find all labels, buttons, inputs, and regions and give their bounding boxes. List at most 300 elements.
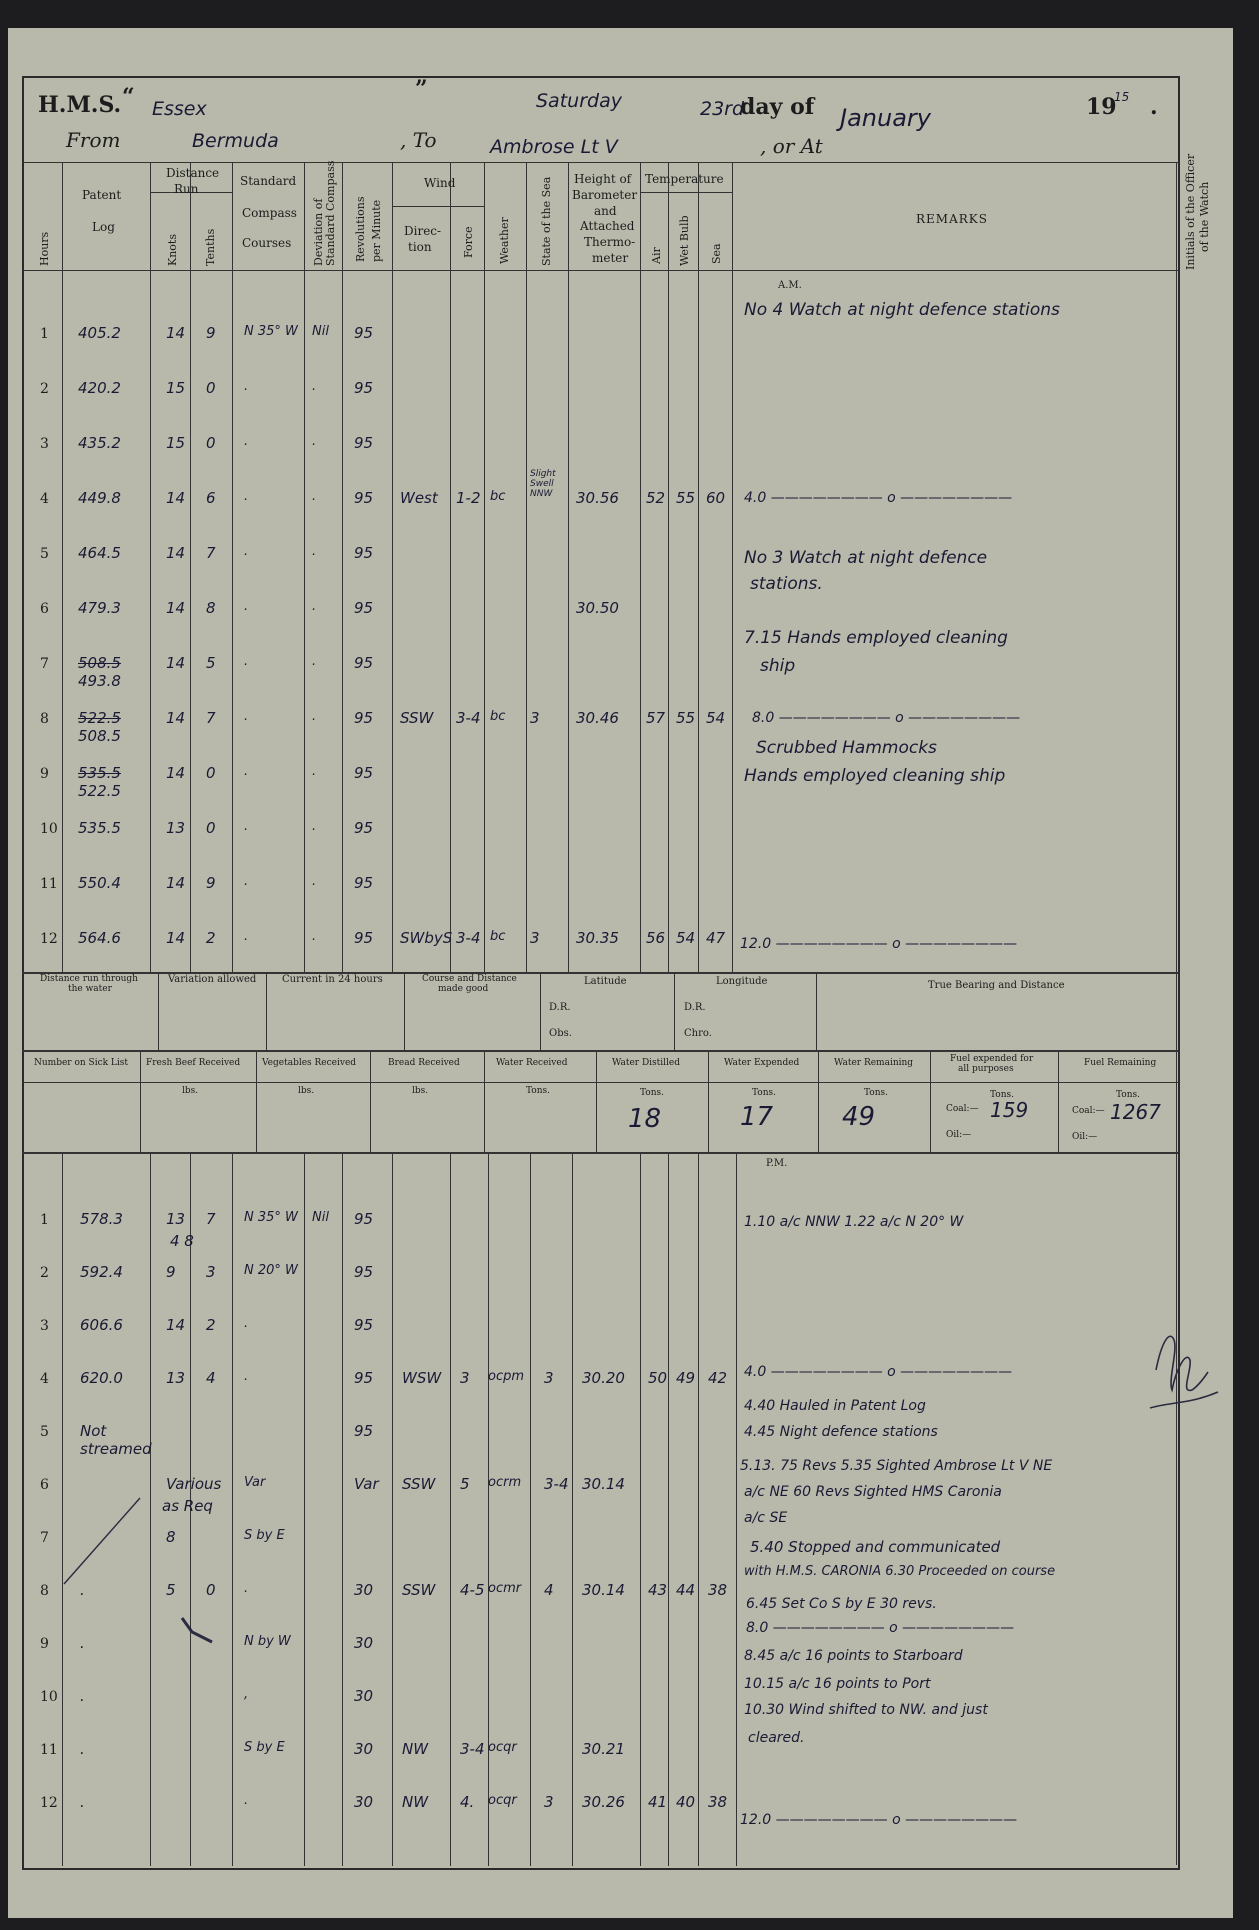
pm-row-2-hour: 2: [40, 1265, 49, 1281]
water-expended-value: 17: [740, 1102, 774, 1132]
am-row-4-log: 449.8: [78, 489, 121, 507]
am-row-5-rev: 95: [354, 544, 374, 562]
month: January: [840, 104, 931, 132]
am-row-9-knots: 14: [166, 764, 186, 782]
am-row-4-wet: 55: [676, 489, 696, 507]
pm-row-4-sea-state: 3: [544, 1369, 554, 1387]
sum-long-dr: D.R.: [684, 1002, 706, 1013]
am-row-11-tenths: 9: [206, 874, 216, 892]
sum-beef-unit: lbs.: [182, 1086, 199, 1096]
am-row-7-tenths: 5: [206, 654, 216, 672]
sum-we-unit: Tons.: [752, 1088, 776, 1098]
am-row-4-tenths: 6: [206, 489, 216, 507]
sum-water-remaining: Water Remaining: [834, 1058, 914, 1068]
am-row-6-knots: 14: [166, 599, 186, 617]
sum-fr-unit: Tons.: [1116, 1090, 1140, 1100]
am-remark-3: No 3 Watch at night defence: [744, 548, 988, 568]
col-force: Force: [462, 226, 475, 258]
not-streamed-stroke: [64, 1498, 140, 1584]
pm-row-6-sea-state: 3-4: [544, 1475, 569, 1493]
am-row-4-dir: West: [400, 489, 438, 507]
sum-true-bearing: True Bearing and Distance: [928, 980, 1065, 991]
pm-row-1-rev: 95: [354, 1210, 374, 1228]
pm-row-12-hour: 12: [40, 1795, 58, 1811]
pm-row-10-hour: 10: [40, 1689, 58, 1705]
sum-sick-list: Number on Sick List: [34, 1058, 129, 1068]
am-row-3-course: .: [244, 434, 249, 449]
pm-row-8-wet: 44: [676, 1581, 696, 1599]
am-remark-5: 7.15 Hands employed cleaning: [744, 628, 1008, 648]
pm-row-4-hour: 4: [40, 1371, 49, 1387]
am-row-8-air: 57: [646, 709, 666, 727]
pm-row-12-log: .: [80, 1793, 85, 1811]
pm-remark-9: with H.M.S. CARONIA 6.30 Proceeded on course: [744, 1564, 1056, 1579]
pm-row-8-rev: 30: [354, 1581, 374, 1599]
sum-vegetables: Vegetables Received: [262, 1058, 357, 1068]
pm-row-12-wet: 40: [676, 1793, 696, 1811]
am-remark-9: Hands employed cleaning ship: [744, 766, 1006, 786]
am-row-1-log: 405.2: [78, 324, 121, 342]
am-row-4-course: .: [244, 489, 249, 504]
pm-row-1-hour: 1: [40, 1212, 49, 1228]
am-row-8-rev: 95: [354, 709, 374, 727]
ink-blot: [182, 1618, 212, 1642]
col-hours: Hours: [38, 231, 51, 266]
am-row-4-rev: 95: [354, 489, 374, 507]
am-row-8-knots: 14: [166, 709, 186, 727]
sum-wd-unit: Tons.: [640, 1088, 664, 1098]
am-row-7-dev: .: [312, 654, 317, 669]
am-row-6-course: .: [244, 599, 249, 614]
pm-row-6-force: 5: [460, 1475, 470, 1493]
sum-current: Current in 24 hours: [282, 974, 383, 985]
am-row-8-log: 522.5: [78, 709, 121, 727]
pm-label: P.M.: [766, 1158, 788, 1169]
pm-row-6-knots-extra: as Req: [162, 1497, 213, 1515]
am-row-8-force: 3-4: [456, 709, 481, 727]
pm-row-4-tenths: 4: [206, 1369, 216, 1387]
am-row-12-baro: 30.35: [576, 929, 619, 947]
pm-row-1-log: 578.3: [80, 1210, 123, 1228]
col-distance: Distance: [166, 166, 220, 180]
am-row-11-rev: 95: [354, 874, 374, 892]
col-remarks: REMARKS: [916, 212, 988, 226]
pm-remark-15: cleared.: [748, 1730, 805, 1746]
pm-row-7-knots: 8: [166, 1528, 176, 1546]
pm-row-4-sea-t: 42: [708, 1369, 728, 1387]
am-row-4-air: 52: [646, 489, 666, 507]
col-per-minute: per Minute: [370, 199, 383, 262]
pm-row-3-hour: 3: [40, 1318, 49, 1334]
pm-row-4-course: .: [244, 1369, 249, 1384]
am-row-9-log: 535.5: [78, 764, 121, 782]
water-distilled-value: 18: [628, 1104, 662, 1134]
am-row-4-dev: .: [312, 489, 317, 504]
am-row-5-knots: 14: [166, 544, 186, 562]
sum-course-distance: Course and Distance: [422, 974, 517, 984]
am-row-12-wet: 54: [676, 929, 696, 947]
am-row-7-log: 508.5: [78, 654, 121, 672]
am-row-10-log: 535.5: [78, 819, 121, 837]
am-row-4-sea-t: 60: [706, 489, 726, 507]
pm-row-10-rev: 30: [354, 1687, 374, 1705]
am-row-8-weather: bc: [490, 709, 506, 724]
am-row-3-tenths: 0: [206, 434, 216, 452]
pm-row-7-course: S by E: [244, 1528, 285, 1543]
col-deviation-2: Standard Compass: [324, 160, 337, 266]
water-remaining-value: 49: [842, 1102, 876, 1132]
am-row-12-course: .: [244, 929, 249, 944]
col-tenths: Tenths: [204, 228, 217, 266]
am-row-3-hour: 3: [40, 436, 49, 452]
am-remark-10: 12.0 ———————— o ————————: [740, 936, 1018, 952]
pm-row-12-rev: 30: [354, 1793, 374, 1811]
close-quote: ”: [415, 76, 428, 102]
col-direction: Direc-: [404, 224, 442, 238]
pm-remark-2: 4.0 ———————— o ————————: [744, 1364, 1013, 1380]
pm-remark-13: 10.15 a/c 16 points to Port: [744, 1676, 931, 1692]
am-row-7-rev: 95: [354, 654, 374, 672]
am-row-12-hour: 12: [40, 931, 58, 947]
pm-row-8-baro: 30.14: [582, 1581, 625, 1599]
sum-long-chro: Chro.: [684, 1028, 712, 1039]
am-row-8-wet: 55: [676, 709, 696, 727]
pm-row-4-air: 50: [648, 1369, 668, 1387]
pm-row-6-rev: Var: [354, 1475, 379, 1493]
col-initials: Initials of the Officer: [1184, 153, 1197, 270]
col-sea: Sea: [710, 243, 723, 264]
pm-row-11-dir: NW: [402, 1740, 429, 1758]
pm-row-10-course: ,: [244, 1687, 249, 1702]
pm-row-4-log: 620.0: [80, 1369, 123, 1387]
sum-distance-run: Distance run through: [40, 974, 138, 984]
am-row-2-hour: 2: [40, 381, 49, 397]
sum-fe-coal: Coal:—: [946, 1104, 979, 1114]
pm-row-9-log: .: [80, 1634, 85, 1652]
fuel-remaining-value: 1267: [1110, 1100, 1161, 1124]
am-label: A.M.: [778, 280, 802, 291]
pm-row-6-course: Var: [244, 1475, 266, 1490]
col-baro-4: Attached: [580, 219, 635, 233]
am-row-9-log-corrected: 522.5: [78, 782, 121, 800]
am-row-11-knots: 14: [166, 874, 186, 892]
am-row-5-tenths: 7: [206, 544, 216, 562]
open-quote: “: [122, 84, 135, 110]
pm-row-8-dir: SSW: [402, 1581, 436, 1599]
pm-row-2-tenths: 3: [206, 1263, 216, 1281]
sum-lat-obs: Obs.: [549, 1028, 572, 1039]
am-row-12-air: 56: [646, 929, 666, 947]
pm-remark-7: a/c SE: [744, 1510, 788, 1526]
pm-row-11-baro: 30.21: [582, 1740, 625, 1758]
pm-row-8-sea-state: 4: [544, 1581, 554, 1599]
day-of-label: day of: [740, 94, 815, 120]
am-remark-1: No 4 Watch at night defence stations: [744, 300, 1060, 320]
pm-remark-4: 4.45 Night defence stations: [744, 1424, 938, 1440]
am-row-4-force: 1-2: [456, 489, 481, 507]
am-row-8-log-corrected: 508.5: [78, 727, 121, 745]
pm-row-8-log: .: [80, 1581, 85, 1599]
sum-fuel-expended-2: all purposes: [958, 1064, 1014, 1074]
pm-remark-10: 6.45 Set Co S by E 30 revs.: [746, 1596, 937, 1612]
am-row-2-rev: 95: [354, 379, 374, 397]
am-row-1-rev: 95: [354, 324, 374, 342]
am-row-4-weather: bc: [490, 489, 506, 504]
pm-row-8-weather: ocmr: [488, 1581, 522, 1596]
or-at-label: , or At: [760, 134, 823, 158]
am-remark-4: stations.: [750, 574, 823, 594]
am-row-12-knots: 14: [166, 929, 186, 947]
am-row-10-rev: 95: [354, 819, 374, 837]
pm-row-4-weather: ocpm: [488, 1369, 525, 1384]
col-revolutions: Revolutions: [354, 196, 367, 262]
col-baro-6: meter: [592, 251, 629, 265]
am-row-12-weather: bc: [490, 929, 506, 944]
pm-row-8-course: .: [244, 1581, 249, 1596]
pm-row-2-course: N 20° W: [244, 1263, 298, 1278]
col-wind: Wind: [424, 176, 456, 190]
am-row-10-knots: 13: [166, 819, 186, 837]
pm-row-5-rev: 95: [354, 1422, 374, 1440]
am-row-4-knots: 14: [166, 489, 186, 507]
pm-row-1-dev: Nil: [312, 1210, 329, 1225]
pm-row-6-hour: 6: [40, 1477, 49, 1493]
sum-wrem-unit: Tons.: [864, 1088, 888, 1098]
pm-row-12-course: .: [244, 1793, 249, 1808]
am-row-11-log: 550.4: [78, 874, 121, 892]
am-row-10-hour: 10: [40, 821, 58, 837]
am-row-10-course: .: [244, 819, 249, 834]
am-row-5-hour: 5: [40, 546, 49, 562]
col-baro-3: and: [594, 204, 617, 218]
pm-row-1-distance-extra: 4 8: [170, 1232, 194, 1250]
am-remark-2: 4.0 ———————— o ————————: [744, 490, 1013, 506]
sum-fr-coal: Coal:—: [1072, 1106, 1105, 1116]
am-row-12-rev: 95: [354, 929, 374, 947]
pm-row-12-sea-t: 38: [708, 1793, 728, 1811]
col-run: Run: [174, 182, 199, 196]
pm-remark-14: 10.30 Wind shifted to NW. and just: [744, 1702, 988, 1718]
am-row-9-dev: .: [312, 764, 317, 779]
am-row-5-log: 464.5: [78, 544, 121, 562]
am-row-3-rev: 95: [354, 434, 374, 452]
pm-row-9-course: N by W: [244, 1634, 291, 1649]
am-row-8-sea-t: 54: [706, 709, 726, 727]
col-compass: Compass: [242, 206, 297, 220]
pm-row-9-rev: 30: [354, 1634, 374, 1652]
am-row-9-hour: 9: [40, 766, 49, 782]
am-row-8-course: .: [244, 709, 249, 724]
am-row-8-dev: .: [312, 709, 317, 724]
pm-row-11-course: S by E: [244, 1740, 285, 1755]
pm-row-8-knots: 5: [166, 1581, 176, 1599]
pm-row-11-rev: 30: [354, 1740, 374, 1758]
am-row-8-baro: 30.46: [576, 709, 619, 727]
am-row-2-knots: 15: [166, 379, 186, 397]
am-row-7-knots: 14: [166, 654, 186, 672]
am-row-12-dev: .: [312, 929, 317, 944]
am-row-10-dev: .: [312, 819, 317, 834]
pm-row-5-hour: 5: [40, 1424, 49, 1440]
pm-row-4-knots: 13: [166, 1369, 186, 1387]
am-row-3-knots: 15: [166, 434, 186, 452]
sum-longitude: Longitude: [716, 976, 768, 987]
pm-row-1-knots: 13: [166, 1210, 186, 1228]
pm-row-7-hour: 7: [40, 1530, 49, 1546]
col-baro-5: Thermo-: [584, 235, 636, 249]
col-state-of-sea: State of the Sea: [540, 176, 553, 266]
sum-fuel-remaining: Fuel Remaining: [1084, 1058, 1157, 1068]
col-wet-bulb: Wet Bulb: [678, 215, 691, 266]
pm-row-8-air: 43: [648, 1581, 668, 1599]
am-row-4-sea-state: Slight Swell NNW: [530, 469, 556, 499]
am-row-1-dev: Nil: [312, 324, 329, 339]
am-row-6-baro: 30.50: [576, 599, 619, 617]
am-row-8-tenths: 7: [206, 709, 216, 727]
col-log: Log: [92, 220, 115, 234]
am-row-9-rev: 95: [354, 764, 374, 782]
am-row-8-sea-state: 3: [530, 709, 540, 727]
to-label: , To: [400, 128, 437, 152]
col-initials-2: of the Watch: [1198, 181, 1211, 252]
am-row-9-course: .: [244, 764, 249, 779]
pm-remark-1: 1.10 a/c NNW 1.22 a/c N 20° W: [744, 1214, 964, 1230]
pm-row-3-knots: 14: [166, 1316, 186, 1334]
weekday: Saturday: [536, 90, 622, 112]
col-deviation: Deviation of: [312, 198, 325, 266]
pm-row-10-log: .: [80, 1687, 85, 1705]
am-row-5-course: .: [244, 544, 249, 559]
pm-remark-12: 8.45 a/c 16 points to Starboard: [744, 1648, 963, 1664]
pm-row-3-rev: 95: [354, 1316, 374, 1334]
ship-name: Essex: [152, 98, 207, 120]
pm-row-8-sea-t: 38: [708, 1581, 728, 1599]
pm-row-2-rev: 95: [354, 1263, 374, 1281]
am-row-4-baro: 30.56: [576, 489, 619, 507]
pm-remark-6: a/c NE 60 Revs Sighted HMS Caronia: [744, 1484, 1002, 1500]
pm-remark-3: 4.40 Hauled in Patent Log: [744, 1398, 926, 1414]
am-remark-8: Scrubbed Hammocks: [756, 738, 937, 758]
pm-row-11-hour: 11: [40, 1742, 58, 1758]
pm-row-8-tenths: 0: [206, 1581, 216, 1599]
fuel-expended-value: 159: [990, 1098, 1029, 1122]
sum-fe-unit: Tons.: [990, 1090, 1014, 1100]
pm-row-1-tenths: 7: [206, 1210, 216, 1228]
pm-row-11-log: .: [80, 1740, 85, 1758]
year-prefix: 19: [1086, 94, 1117, 120]
col-standard: Standard: [240, 174, 297, 188]
pm-row-12-air: 41: [648, 1793, 668, 1811]
sum-veg-unit: lbs.: [298, 1086, 315, 1096]
col-weather: Weather: [498, 217, 511, 264]
sum-fuel-expended: Fuel expended for: [950, 1054, 1034, 1064]
ship-label: H.M.S.: [38, 92, 122, 118]
am-row-2-dev: .: [312, 379, 317, 394]
am-row-8-hour: 8: [40, 711, 49, 727]
pm-row-8-force: 4-5: [460, 1581, 485, 1599]
pm-row-6-baro: 30.14: [582, 1475, 625, 1493]
pm-row-4-force: 3: [460, 1369, 470, 1387]
am-remark-7: 8.0 ———————— o ————————: [752, 710, 1021, 726]
col-air: Air: [650, 247, 663, 264]
am-row-2-tenths: 0: [206, 379, 216, 397]
pm-row-6-knots: Various: [166, 1475, 222, 1493]
am-row-1-hour: 1: [40, 326, 49, 342]
am-row-1-tenths: 9: [206, 324, 216, 342]
pm-row-6-dir: SSW: [402, 1475, 436, 1493]
pm-row-12-weather: ocqr: [488, 1793, 517, 1808]
am-row-10-tenths: 0: [206, 819, 216, 837]
am-row-6-log: 479.3: [78, 599, 121, 617]
am-row-11-dev: .: [312, 874, 317, 889]
am-row-3-dev: .: [312, 434, 317, 449]
pm-row-4-baro: 30.20: [582, 1369, 625, 1387]
sum-wr-unit: Tons.: [526, 1086, 550, 1096]
pm-row-12-force: 4.: [460, 1793, 475, 1811]
pm-remark-5: 5.13. 75 Revs 5.35 Sighted Ambrose Lt V NE: [740, 1458, 1053, 1474]
sum-latitude: Latitude: [584, 976, 627, 987]
am-row-12-sea-t: 47: [706, 929, 726, 947]
pm-row-12-dir: NW: [402, 1793, 429, 1811]
pm-row-6-weather: ocrm: [488, 1475, 522, 1490]
sum-variation: Variation allowed: [168, 974, 257, 985]
am-row-6-dev: .: [312, 599, 317, 614]
from-value: Bermuda: [192, 130, 279, 152]
col-baro-2: Barometer: [572, 188, 638, 202]
am-row-6-tenths: 8: [206, 599, 216, 617]
sum-bread: Bread Received: [388, 1058, 460, 1068]
pm-remark-16: 12.0 ———————— o ————————: [740, 1812, 1018, 1828]
sum-water-distilled: Water Distilled: [612, 1058, 680, 1068]
pm-row-2-log: 592.4: [80, 1263, 123, 1281]
sum-water-expended: Water Expended: [724, 1058, 800, 1068]
am-row-7-hour: 7: [40, 656, 49, 672]
pm-row-4-rev: 95: [354, 1369, 374, 1387]
pm-remark-11: 8.0 ———————— o ————————: [746, 1620, 1015, 1636]
sum-fr-oil: Oil:—: [1072, 1132, 1098, 1142]
am-row-12-tenths: 2: [206, 929, 216, 947]
am-row-9-tenths: 0: [206, 764, 216, 782]
pm-row-4-wet: 49: [676, 1369, 696, 1387]
pm-row-11-force: 3-4: [460, 1740, 485, 1758]
sum-fresh-beef: Fresh Beef Received: [146, 1058, 241, 1068]
pm-row-8-hour: 8: [40, 1583, 49, 1599]
am-row-6-rev: 95: [354, 599, 374, 617]
am-row-12-dir: SWbyS: [400, 929, 453, 947]
pm-row-12-sea-state: 3: [544, 1793, 554, 1811]
sum-course-distance-2: made good: [438, 984, 489, 994]
pm-row-5-log: Not: [80, 1422, 107, 1440]
am-row-4-hour: 4: [40, 491, 49, 507]
pm-row-11-weather: ocqr: [488, 1740, 517, 1755]
col-patent: Patent: [82, 188, 122, 202]
col-courses: Courses: [242, 236, 292, 250]
sum-distance-run-2: the water: [68, 984, 112, 994]
am-row-12-force: 3-4: [456, 929, 481, 947]
day-number: 23rd: [700, 98, 745, 120]
to-value: Ambrose Lt V: [490, 136, 618, 158]
am-row-2-log: 420.2: [78, 379, 121, 397]
pm-row-3-tenths: 2: [206, 1316, 216, 1334]
am-row-1-knots: 14: [166, 324, 186, 342]
am-row-7-course: .: [244, 654, 249, 669]
am-remark-6: ship: [760, 656, 796, 676]
sum-bread-unit: lbs.: [412, 1086, 429, 1096]
am-row-2-course: .: [244, 379, 249, 394]
am-row-6-hour: 6: [40, 601, 49, 617]
sum-fe-oil: Oil:—: [946, 1130, 972, 1140]
am-row-7-log-corrected: 493.8: [78, 672, 121, 690]
